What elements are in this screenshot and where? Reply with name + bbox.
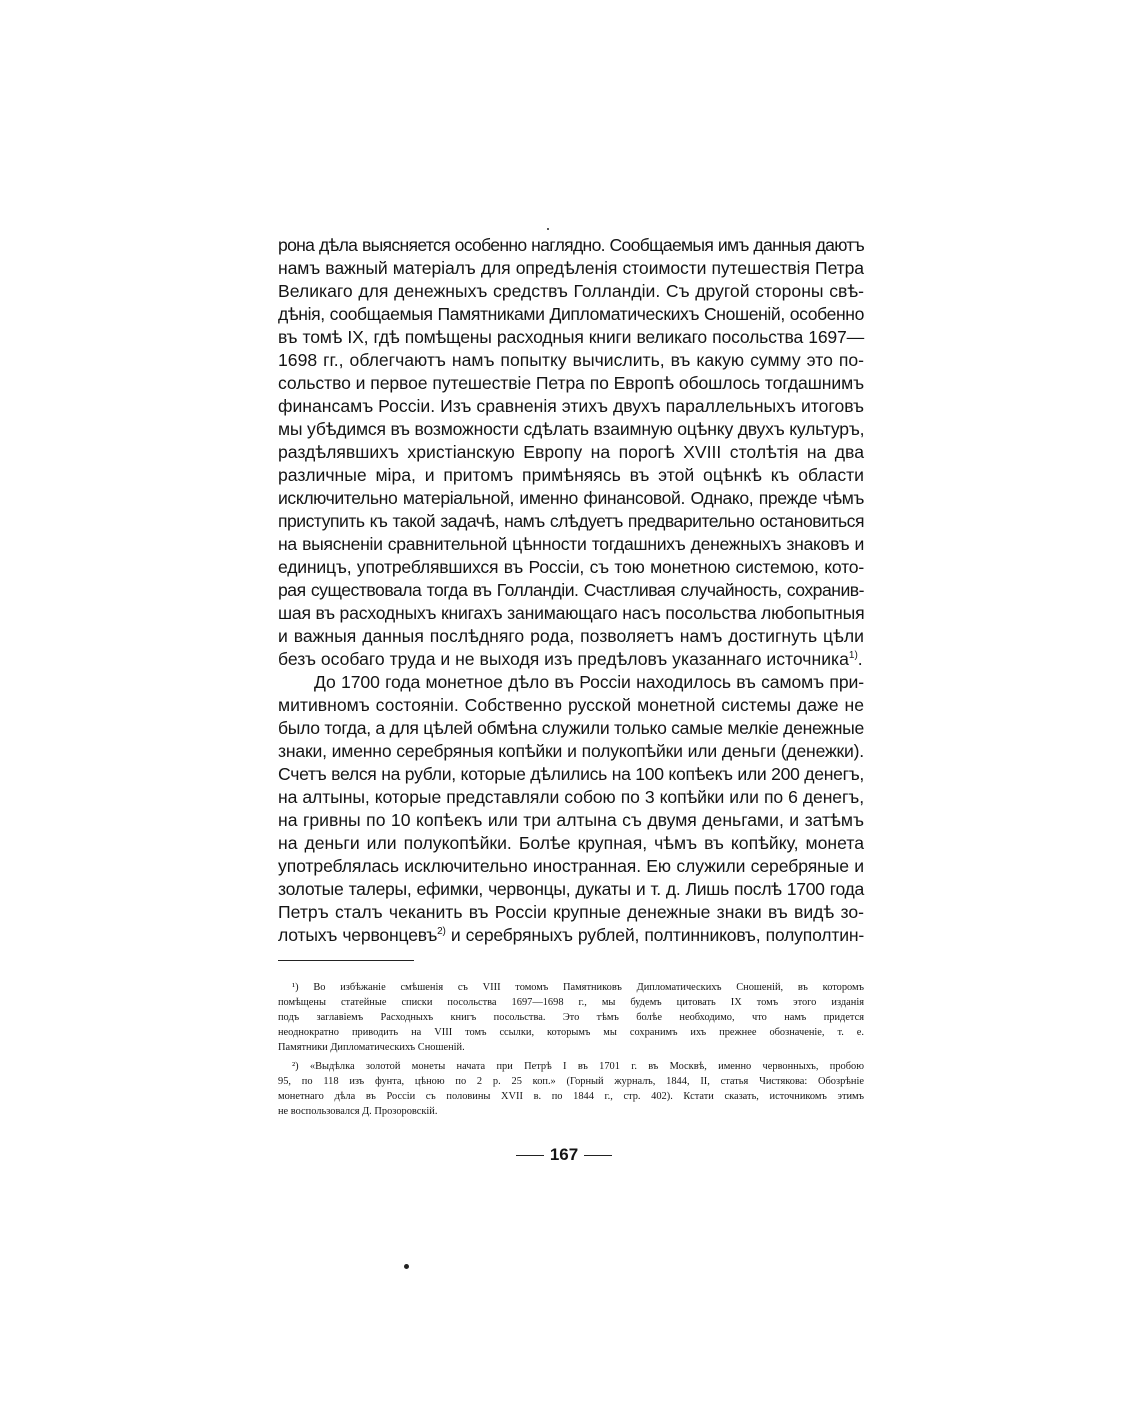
text-line: лотыхъ червонцевъ$^{2)}$ и серебряныхъ рублей, полтинниковъ, полуполтин- <box>278 925 865 945</box>
page-number-dash-left <box>516 1155 544 1156</box>
text-line: знаки, именно серебряныя копѣйки и полукопѣйки или деньги (денежки). <box>278 741 864 761</box>
footnote-ref[interactable]: 2) <box>437 926 446 938</box>
text-line: приступить къ такой задачѣ, намъ слѣдуетъ предварительно остановиться <box>278 511 864 531</box>
text-line: различные міра, и притомъ примѣняясь въ этой оцѣнкѣ къ области <box>278 465 864 485</box>
footnote-line: неоднократно приводить на VIII томъ ссылки, которымъ мы сохранимъ ихъ прежнее обозначеніе, т. е. <box>278 1027 864 1038</box>
text-line: шая въ расходныхъ книгахъ занимающаго насъ посольства любопытныя <box>278 603 865 623</box>
footnote-line: Памятники Дипломатическихъ Сношеній. <box>278 1042 465 1053</box>
scan-speck <box>404 1264 409 1269</box>
text-line: раздѣлявшихъ христіанскую Европу на порогѣ XVIII столѣтія на два <box>278 442 864 462</box>
footnotes <box>278 980 864 1119</box>
footnote-ref[interactable]: 1) <box>848 650 858 662</box>
text-line: единицъ, употреблявшихся въ Россіи, съ тою монетною системою, кото- <box>278 557 864 577</box>
text-line: золотые талеры, ефимки, червонцы, дукаты и т. д. Лишь послѣ 1700 года <box>278 879 864 899</box>
text-line: употреблялась исключительно иностранная. Ею служили серебряные и <box>278 856 864 876</box>
paragraph <box>278 671 864 947</box>
footnote-line: подъ заглавіемъ Расходныхъ книгъ посольства. Это тѣмъ болѣе необходимо, что намъ придется <box>278 1012 864 1023</box>
text-line: было тогда, а для цѣлей обмѣна служили только самые мелкіе денежные <box>278 718 864 738</box>
text-line: Петръ сталъ чеканить въ Россіи крупные денежные знаки въ видѣ зо- <box>278 902 864 922</box>
text-line: сольство и первое путешествіе Петра по Европѣ обошлось тогдашнимъ <box>278 373 864 393</box>
footnote-line: ¹) Во избѣжаніе смѣшенія съ VIII томомъ Памятниковъ Дипломатическихъ Сношеній, въ которомъ <box>292 982 864 993</box>
text-line: на выясненіи сравнительной цѣнности тогдашнихъ денежныхъ знаковъ и <box>278 534 864 554</box>
text-line: дѣнія, сообщаемыя Памятниками Дипломатическихъ Сношеній, особенно <box>278 304 864 324</box>
page-number-dash-right <box>584 1155 612 1156</box>
footnote-2 <box>278 1059 864 1119</box>
text-line: на алтыны, которые представляли собою по 3 копѣйки или по 6 денегъ, <box>278 787 864 807</box>
footnote-1 <box>278 980 864 1055</box>
text-line: исключительно матеріальной, именно финансовой. Однако, прежде чѣмъ <box>278 488 864 508</box>
footnote-line: монетнаго дѣла въ Россіи съ половины XVII в. по 1844 г., стр. 402). Кстати сказать, источникомъ этимъ <box>278 1091 864 1102</box>
footnote-separator <box>278 960 414 961</box>
text-line: До 1700 года монетное дѣло въ Россіи находилось въ самомъ при- <box>314 672 864 692</box>
text-line: на гривны по 10 копѣекъ или три алтына съ двумя деньгами, и затѣмъ <box>278 810 864 830</box>
page-number-value: 167 <box>549 1145 579 1164</box>
text-line: намъ важный матеріалъ для опредѣленія стоимости путешествія Петра <box>278 258 864 278</box>
text-line: финансамъ Россіи. Изъ сравненія этихъ двухъ параллельныхъ итоговъ <box>278 396 864 416</box>
footnote-line: ²) «Выдѣлка золотой монеты начата при Петрѣ I въ 1701 г. въ Москвѣ, именно червонныхъ, пробою <box>292 1061 864 1072</box>
text-line: 1698 гг., облегчаютъ намъ попытку вычислить, въ какую сумму это по- <box>278 350 864 370</box>
text-line: на деньги или полукопѣйки. Болѣе крупная, чѣмъ въ копѣйку, монета <box>278 833 864 853</box>
text-line: въ томѣ IX, гдѣ помѣщены расходныя книги великаго посольства 1697— <box>278 327 864 347</box>
footnote-line: 95, по 118 изъ фунта, цѣною по 2 р. 25 коп.» (Горный журналъ, 1844, II, статья Чистякова: Обозрѣніе <box>278 1076 864 1087</box>
footnote-line: не воспользовался Д. Прозоровскій. <box>278 1106 438 1117</box>
body-text <box>278 234 864 947</box>
scan-speck <box>547 228 549 230</box>
footnote-line: помѣщены статейные списки посольства 1697—1698 г., мы будемъ цитовать IX томъ этого изданія <box>278 997 864 1008</box>
text-line: Счетъ велся на рубли, которые дѣлились на 100 копѣекъ или 200 денегъ, <box>278 764 864 784</box>
paragraph <box>278 234 864 671</box>
text-line: безъ особаго труда и не выходя изъ предѣловъ указаннаго источника$^{1)}$. <box>278 649 863 669</box>
text-line: рая существовала тогда въ Голландіи. Счастливая случайность, сохранив- <box>278 580 864 600</box>
text-line: рона дѣла выясняется особенно наглядно. Сообщаемыя имъ данныя даютъ <box>278 235 864 255</box>
text-line: Великаго для денежныхъ средствъ Голландіи. Съ другой стороны свѣ- <box>278 281 864 301</box>
text-line: и важныя данныя послѣдняго рода, позволяетъ намъ достигнуть цѣли <box>278 626 864 646</box>
text-line: митивномъ состояніи. Собственно русской монетной системы даже не <box>278 695 864 715</box>
text-line: мы убѣдимся въ возможности сдѣлать взаимную оцѣнку двухъ культуръ, <box>278 419 865 439</box>
page-number <box>484 1144 644 1166</box>
